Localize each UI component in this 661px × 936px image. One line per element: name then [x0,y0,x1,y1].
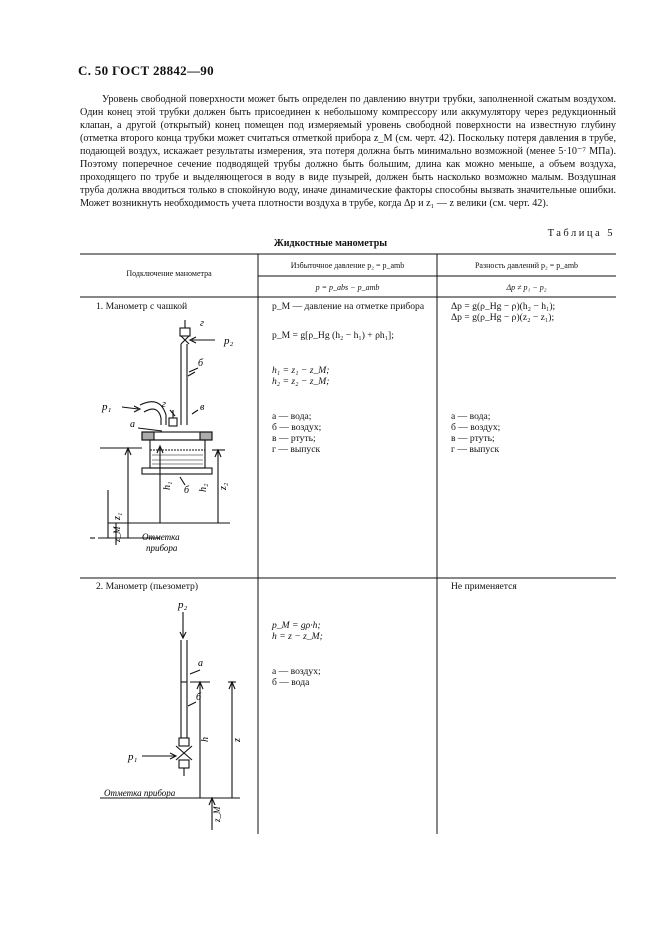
fig2-label-p1: p₁ [128,751,138,763]
row1-diff-legend-v: в — ртуть; [451,433,495,444]
fig2-label-zm: z_M [212,806,222,822]
row2-legend-a: а — воздух; [272,666,321,677]
fig1-label-zm: z_M [112,526,122,542]
col-header-connection: Подключение манометра [126,269,212,278]
cup-manometer-diagram [80,310,258,560]
col-header-gauge: Избыточное давление p₂ = p_amb [290,261,405,270]
fig1-label-p1: p₁ [102,401,112,413]
row1-legend-v: в — ртуть; [272,433,316,444]
row1-diff-legend-a: а — вода; [451,411,491,422]
row1-h2: h₂ = z₂ − z_M; [272,376,330,387]
row1-diff-legend-b: б — воздух; [451,422,501,433]
fig1-label-a: а [130,419,135,430]
table-number: Таблица 5 [547,228,615,239]
fig1-label-b2: б [184,485,190,496]
row2-legend-b: б — вода [272,677,310,688]
row2-name: 2. Манометр (пьезометр) [96,581,199,592]
row2-diff: Не применяется [451,581,517,592]
row1-h1: h₁ = z₁ − z_M; [272,365,330,376]
fig1-label-z2: z₂ [218,482,229,490]
fig2-mark: Отметка прибора [104,788,176,798]
fig1-label-b: б [198,358,204,369]
fig1-mark-line2: прибора [146,543,178,553]
row2-formula1: p_M = gρ·h; [272,620,321,631]
piezometer-diagram [80,590,258,830]
fig2-label-h: h [200,737,211,742]
fig1-label-v: в [200,402,205,413]
table-title: Жидкостные манометры [273,238,388,249]
fig2-label-z: z [232,738,243,742]
fig1-mark-line1: Отметка [142,532,180,542]
fig1-label-h1: h₁ [162,481,173,490]
fig1-label-z1: z₁ [112,512,123,520]
col-header-gauge-sub: p = p_abs − p_amb [315,283,380,292]
fig1-label-h2: h₂ [198,483,209,492]
fig1-label-g: г [200,318,204,329]
fig1-label-p2: p₂ [224,335,234,347]
row1-diff-formula1: Δp = g(ρ_Hg − ρ)(h₂ − h₁); [451,301,556,312]
row1-gauge-def: p_M — давление на отметке прибора [272,301,425,312]
fig2-label-b: б [196,692,202,703]
fig2-label-a: а [198,658,203,669]
col-header-diff-sub: Δp ≠ p₁ − p₂ [506,283,547,292]
fig2-label-p2: p₂ [178,599,188,611]
row1-diff-legend-g: г — выпуск [451,444,500,455]
row1-diff-formula2: Δp = g(ρ_Hg − ρ)(z₂ − z₁); [451,312,555,323]
row1-name: 1. Манометр с чашкой [96,301,188,312]
intro-paragraph: Уровень свободной поверхности может быть определен по давлению внутри трубки, заполненной сжатым воздухом. Один конец этой трубки должен быть присоединен к небольшому компрессору или аккумулятору через редукционный клапан, а другой (открытый) конец помещен под измеряемый уровень свободной поверхности на известную глубину (отметка второго конца трубки может считаться отметкой прибора z_M (см. черт. 42). Поскольку потеря давления в трубе, подающей воздух, искажает результаты измерения, эта потеря должна быть минимально возможной (менее 5·10⁻⁷ МПа). Поэтому поперечное сечение подводящей трубы должно быть большим, длина как можно меньше, а объем воздуха, проходящего по трубе и выделяющегося в воду в виде пузырей, должен быть насколько возможно малым. Воздушная труба должна вводиться только в спокойную воду, иначе динамические факторы способны вызвать значительные ошибки. Может возникнуть необходимость учета плотности воздуха в трубе, когда Δp и z₁ — z велики (см. черт. 42). [80,94,616,209]
page-header: С. 50 ГОСТ 28842—90 [78,63,214,78]
col-header-diff: Разность давлений p₂ = p_amb [474,261,579,270]
row2-formula2: h = z − z_M; [272,631,323,642]
fig1-label-g2: г [162,399,166,410]
row1-legend-b: б — воздух; [272,422,322,433]
row1-gauge-formula: p_M = g[ρ_Hg (h₂ − h₁) + ρh₁]; [272,330,394,341]
row1-legend-a: а — вода; [272,411,312,422]
row1-legend-g: г — выпуск [272,444,321,455]
